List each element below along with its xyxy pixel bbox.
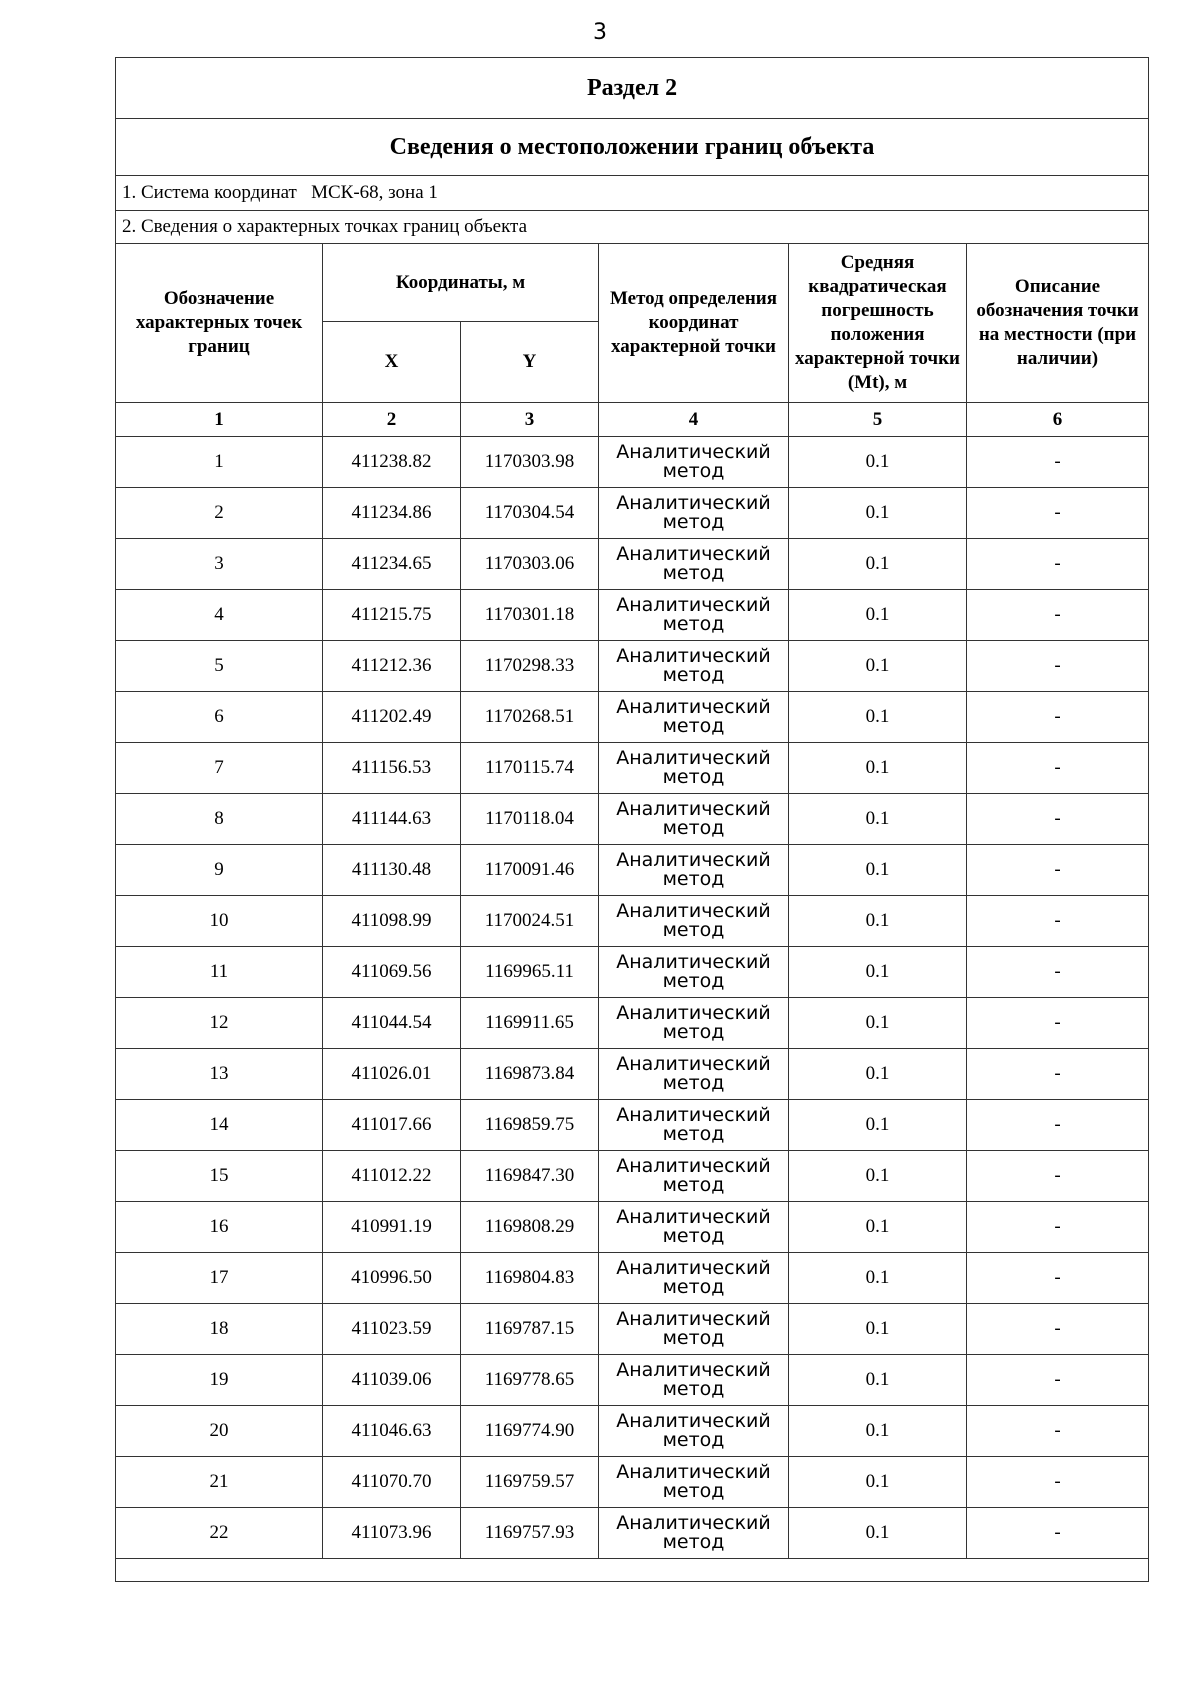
x-coordinate-cell: 411215.75 <box>323 590 461 641</box>
method-cell: Аналитический метод <box>599 1100 789 1151</box>
error-cell: 0.1 <box>789 794 967 845</box>
method-cell: Аналитический метод <box>599 1253 789 1304</box>
column-number: 1 <box>116 403 323 437</box>
error-cell: 0.1 <box>789 1202 967 1253</box>
point-number-cell: 10 <box>116 896 323 947</box>
error-cell: 0.1 <box>789 998 967 1049</box>
x-coordinate-cell: 411156.53 <box>323 743 461 794</box>
error-cell: 0.1 <box>789 488 967 539</box>
x-coordinate-cell: 411234.86 <box>323 488 461 539</box>
description-cell: - <box>967 1049 1149 1100</box>
table-row <box>116 794 1149 845</box>
y-coordinate-cell: 1169759.57 <box>461 1457 599 1508</box>
description-cell: - <box>967 794 1149 845</box>
method-cell: Аналитический метод <box>599 743 789 794</box>
description-cell: - <box>967 1406 1149 1457</box>
error-cell: 0.1 <box>789 1151 967 1202</box>
column-number: 6 <box>967 403 1149 437</box>
table-row <box>116 998 1149 1049</box>
point-number-cell: 2 <box>116 488 323 539</box>
y-coordinate-cell: 1169804.83 <box>461 1253 599 1304</box>
description-cell: - <box>967 1508 1149 1559</box>
x-coordinate-cell: 411070.70 <box>323 1457 461 1508</box>
description-cell: - <box>967 488 1149 539</box>
header-error: Средняя квадратическая погрешность положения характерной точки (Mt), м <box>789 244 967 403</box>
y-coordinate-cell: 1170304.54 <box>461 488 599 539</box>
x-coordinate-cell: 411023.59 <box>323 1304 461 1355</box>
point-number-cell: 21 <box>116 1457 323 1508</box>
table-row <box>116 539 1149 590</box>
method-cell: Аналитический метод <box>599 1355 789 1406</box>
y-coordinate-cell: 1169808.29 <box>461 1202 599 1253</box>
description-cell: - <box>967 1355 1149 1406</box>
method-cell: Аналитический метод <box>599 1457 789 1508</box>
point-number-cell: 13 <box>116 1049 323 1100</box>
description-cell: - <box>967 437 1149 488</box>
error-cell: 0.1 <box>789 743 967 794</box>
description-cell: - <box>967 743 1149 794</box>
table-row <box>116 1100 1149 1151</box>
table-row <box>116 1508 1149 1559</box>
x-coordinate-cell: 411073.96 <box>323 1508 461 1559</box>
method-cell: Аналитический метод <box>599 590 789 641</box>
error-cell: 0.1 <box>789 539 967 590</box>
error-cell: 0.1 <box>789 1406 967 1457</box>
point-number-cell: 18 <box>116 1304 323 1355</box>
description-cell: - <box>967 845 1149 896</box>
point-number-cell: 4 <box>116 590 323 641</box>
points-heading: 2. Сведения о характерных точках границ объекта <box>116 211 1149 244</box>
y-coordinate-cell: 1170118.04 <box>461 794 599 845</box>
column-number: 4 <box>599 403 789 437</box>
y-coordinate-cell: 1170303.98 <box>461 437 599 488</box>
point-number-cell: 9 <box>116 845 323 896</box>
method-cell: Аналитический метод <box>599 488 789 539</box>
table-row <box>116 1049 1149 1100</box>
table-row <box>116 1202 1149 1253</box>
column-number-row <box>116 403 1149 437</box>
method-cell: Аналитический метод <box>599 1151 789 1202</box>
error-cell: 0.1 <box>789 1355 967 1406</box>
document-body <box>115 57 1148 1582</box>
y-coordinate-cell: 1170301.18 <box>461 590 599 641</box>
table-row <box>116 692 1149 743</box>
method-cell: Аналитический метод <box>599 896 789 947</box>
method-cell: Аналитический метод <box>599 845 789 896</box>
y-coordinate-cell: 1170303.06 <box>461 539 599 590</box>
y-coordinate-cell: 1169778.65 <box>461 1355 599 1406</box>
description-cell: - <box>967 1253 1149 1304</box>
table-row <box>116 641 1149 692</box>
y-coordinate-cell: 1169774.90 <box>461 1406 599 1457</box>
table-row <box>116 1253 1149 1304</box>
page-number: 3 <box>593 20 607 45</box>
table-row <box>116 1355 1149 1406</box>
error-cell: 0.1 <box>789 1253 967 1304</box>
y-coordinate-cell: 1170268.51 <box>461 692 599 743</box>
x-coordinate-cell: 411069.56 <box>323 947 461 998</box>
y-coordinate-cell: 1169911.65 <box>461 998 599 1049</box>
point-number-cell: 19 <box>116 1355 323 1406</box>
description-cell: - <box>967 539 1149 590</box>
y-coordinate-cell: 1169847.30 <box>461 1151 599 1202</box>
table-row <box>116 947 1149 998</box>
header-method: Метод определения координат характерной точки <box>599 244 789 403</box>
point-number-cell: 6 <box>116 692 323 743</box>
table-row <box>116 590 1149 641</box>
table-footer <box>116 1559 1149 1582</box>
table-body <box>116 437 1149 1559</box>
point-number-cell: 12 <box>116 998 323 1049</box>
x-coordinate-cell: 411046.63 <box>323 1406 461 1457</box>
error-cell: 0.1 <box>789 845 967 896</box>
table-row <box>116 743 1149 794</box>
header-description: Описание обозначения точки на местности (при наличии) <box>967 244 1149 403</box>
description-cell: - <box>967 947 1149 998</box>
table-row <box>116 1304 1149 1355</box>
error-cell: 0.1 <box>789 1304 967 1355</box>
section-title: Раздел 2 <box>116 58 1149 119</box>
point-number-cell: 17 <box>116 1253 323 1304</box>
method-cell: Аналитический метод <box>599 1508 789 1559</box>
section-subtitle: Сведения о местоположении границ объекта <box>116 119 1149 176</box>
x-coordinate-cell: 411012.22 <box>323 1151 461 1202</box>
error-cell: 0.1 <box>789 641 967 692</box>
y-coordinate-cell: 1169787.15 <box>461 1304 599 1355</box>
x-coordinate-cell: 411039.06 <box>323 1355 461 1406</box>
point-number-cell: 20 <box>116 1406 323 1457</box>
error-cell: 0.1 <box>789 692 967 743</box>
description-cell: - <box>967 896 1149 947</box>
point-number-cell: 3 <box>116 539 323 590</box>
y-coordinate-cell: 1170091.46 <box>461 845 599 896</box>
header-y: Y <box>461 322 599 403</box>
x-coordinate-cell: 411044.54 <box>323 998 461 1049</box>
y-coordinate-cell: 1169859.75 <box>461 1100 599 1151</box>
method-cell: Аналитический метод <box>599 641 789 692</box>
method-cell: Аналитический метод <box>599 1304 789 1355</box>
coordinate-system: 1. Система координат МСК-68, зона 1 <box>116 176 1149 211</box>
x-coordinate-cell: 410996.50 <box>323 1253 461 1304</box>
description-cell: - <box>967 590 1149 641</box>
point-number-cell: 5 <box>116 641 323 692</box>
point-number-cell: 22 <box>116 1508 323 1559</box>
point-number-cell: 7 <box>116 743 323 794</box>
x-coordinate-cell: 411017.66 <box>323 1100 461 1151</box>
point-number-cell: 8 <box>116 794 323 845</box>
table-row <box>116 1457 1149 1508</box>
point-number-cell: 11 <box>116 947 323 998</box>
x-coordinate-cell: 411026.01 <box>323 1049 461 1100</box>
method-cell: Аналитический метод <box>599 437 789 488</box>
y-coordinate-cell: 1169965.11 <box>461 947 599 998</box>
column-number: 5 <box>789 403 967 437</box>
table-row <box>116 488 1149 539</box>
error-cell: 0.1 <box>789 896 967 947</box>
x-coordinate-cell: 411212.36 <box>323 641 461 692</box>
x-coordinate-cell: 411098.99 <box>323 896 461 947</box>
description-cell: - <box>967 1100 1149 1151</box>
table-row <box>116 1151 1149 1202</box>
method-cell: Аналитический метод <box>599 1049 789 1100</box>
table-row <box>116 437 1149 488</box>
y-coordinate-cell: 1170024.51 <box>461 896 599 947</box>
method-cell: Аналитический метод <box>599 1202 789 1253</box>
x-coordinate-cell: 411202.49 <box>323 692 461 743</box>
error-cell: 0.1 <box>789 1100 967 1151</box>
error-cell: 0.1 <box>789 947 967 998</box>
point-number-cell: 15 <box>116 1151 323 1202</box>
description-cell: - <box>967 1457 1149 1508</box>
x-coordinate-cell: 410991.19 <box>323 1202 461 1253</box>
x-coordinate-cell: 411234.65 <box>323 539 461 590</box>
y-coordinate-cell: 1170298.33 <box>461 641 599 692</box>
method-cell: Аналитический метод <box>599 692 789 743</box>
y-coordinate-cell: 1169873.84 <box>461 1049 599 1100</box>
description-cell: - <box>967 1304 1149 1355</box>
header-coordinates: Координаты, м <box>323 244 599 322</box>
method-cell: Аналитический метод <box>599 539 789 590</box>
error-cell: 0.1 <box>789 437 967 488</box>
method-cell: Аналитический метод <box>599 998 789 1049</box>
y-coordinate-cell: 1170115.74 <box>461 743 599 794</box>
description-cell: - <box>967 1202 1149 1253</box>
error-cell: 0.1 <box>789 1508 967 1559</box>
error-cell: 0.1 <box>789 1049 967 1100</box>
method-cell: Аналитический метод <box>599 794 789 845</box>
table-row <box>116 896 1149 947</box>
point-number-cell: 16 <box>116 1202 323 1253</box>
header-x: X <box>323 322 461 403</box>
description-cell: - <box>967 1151 1149 1202</box>
x-coordinate-cell: 411144.63 <box>323 794 461 845</box>
table-row <box>116 1406 1149 1457</box>
column-number: 3 <box>461 403 599 437</box>
y-coordinate-cell: 1169757.93 <box>461 1508 599 1559</box>
error-cell: 0.1 <box>789 1457 967 1508</box>
method-cell: Аналитический метод <box>599 1406 789 1457</box>
point-number-cell: 14 <box>116 1100 323 1151</box>
x-coordinate-cell: 411238.82 <box>323 437 461 488</box>
description-cell: - <box>967 641 1149 692</box>
header-point-designation: Обозначение характерных точек границ <box>116 244 323 403</box>
description-cell: - <box>967 692 1149 743</box>
point-number-cell: 1 <box>116 437 323 488</box>
method-cell: Аналитический метод <box>599 947 789 998</box>
description-cell: - <box>967 998 1149 1049</box>
error-cell: 0.1 <box>789 590 967 641</box>
boundary-points-table <box>115 57 1149 1582</box>
x-coordinate-cell: 411130.48 <box>323 845 461 896</box>
column-number: 2 <box>323 403 461 437</box>
table-row <box>116 845 1149 896</box>
